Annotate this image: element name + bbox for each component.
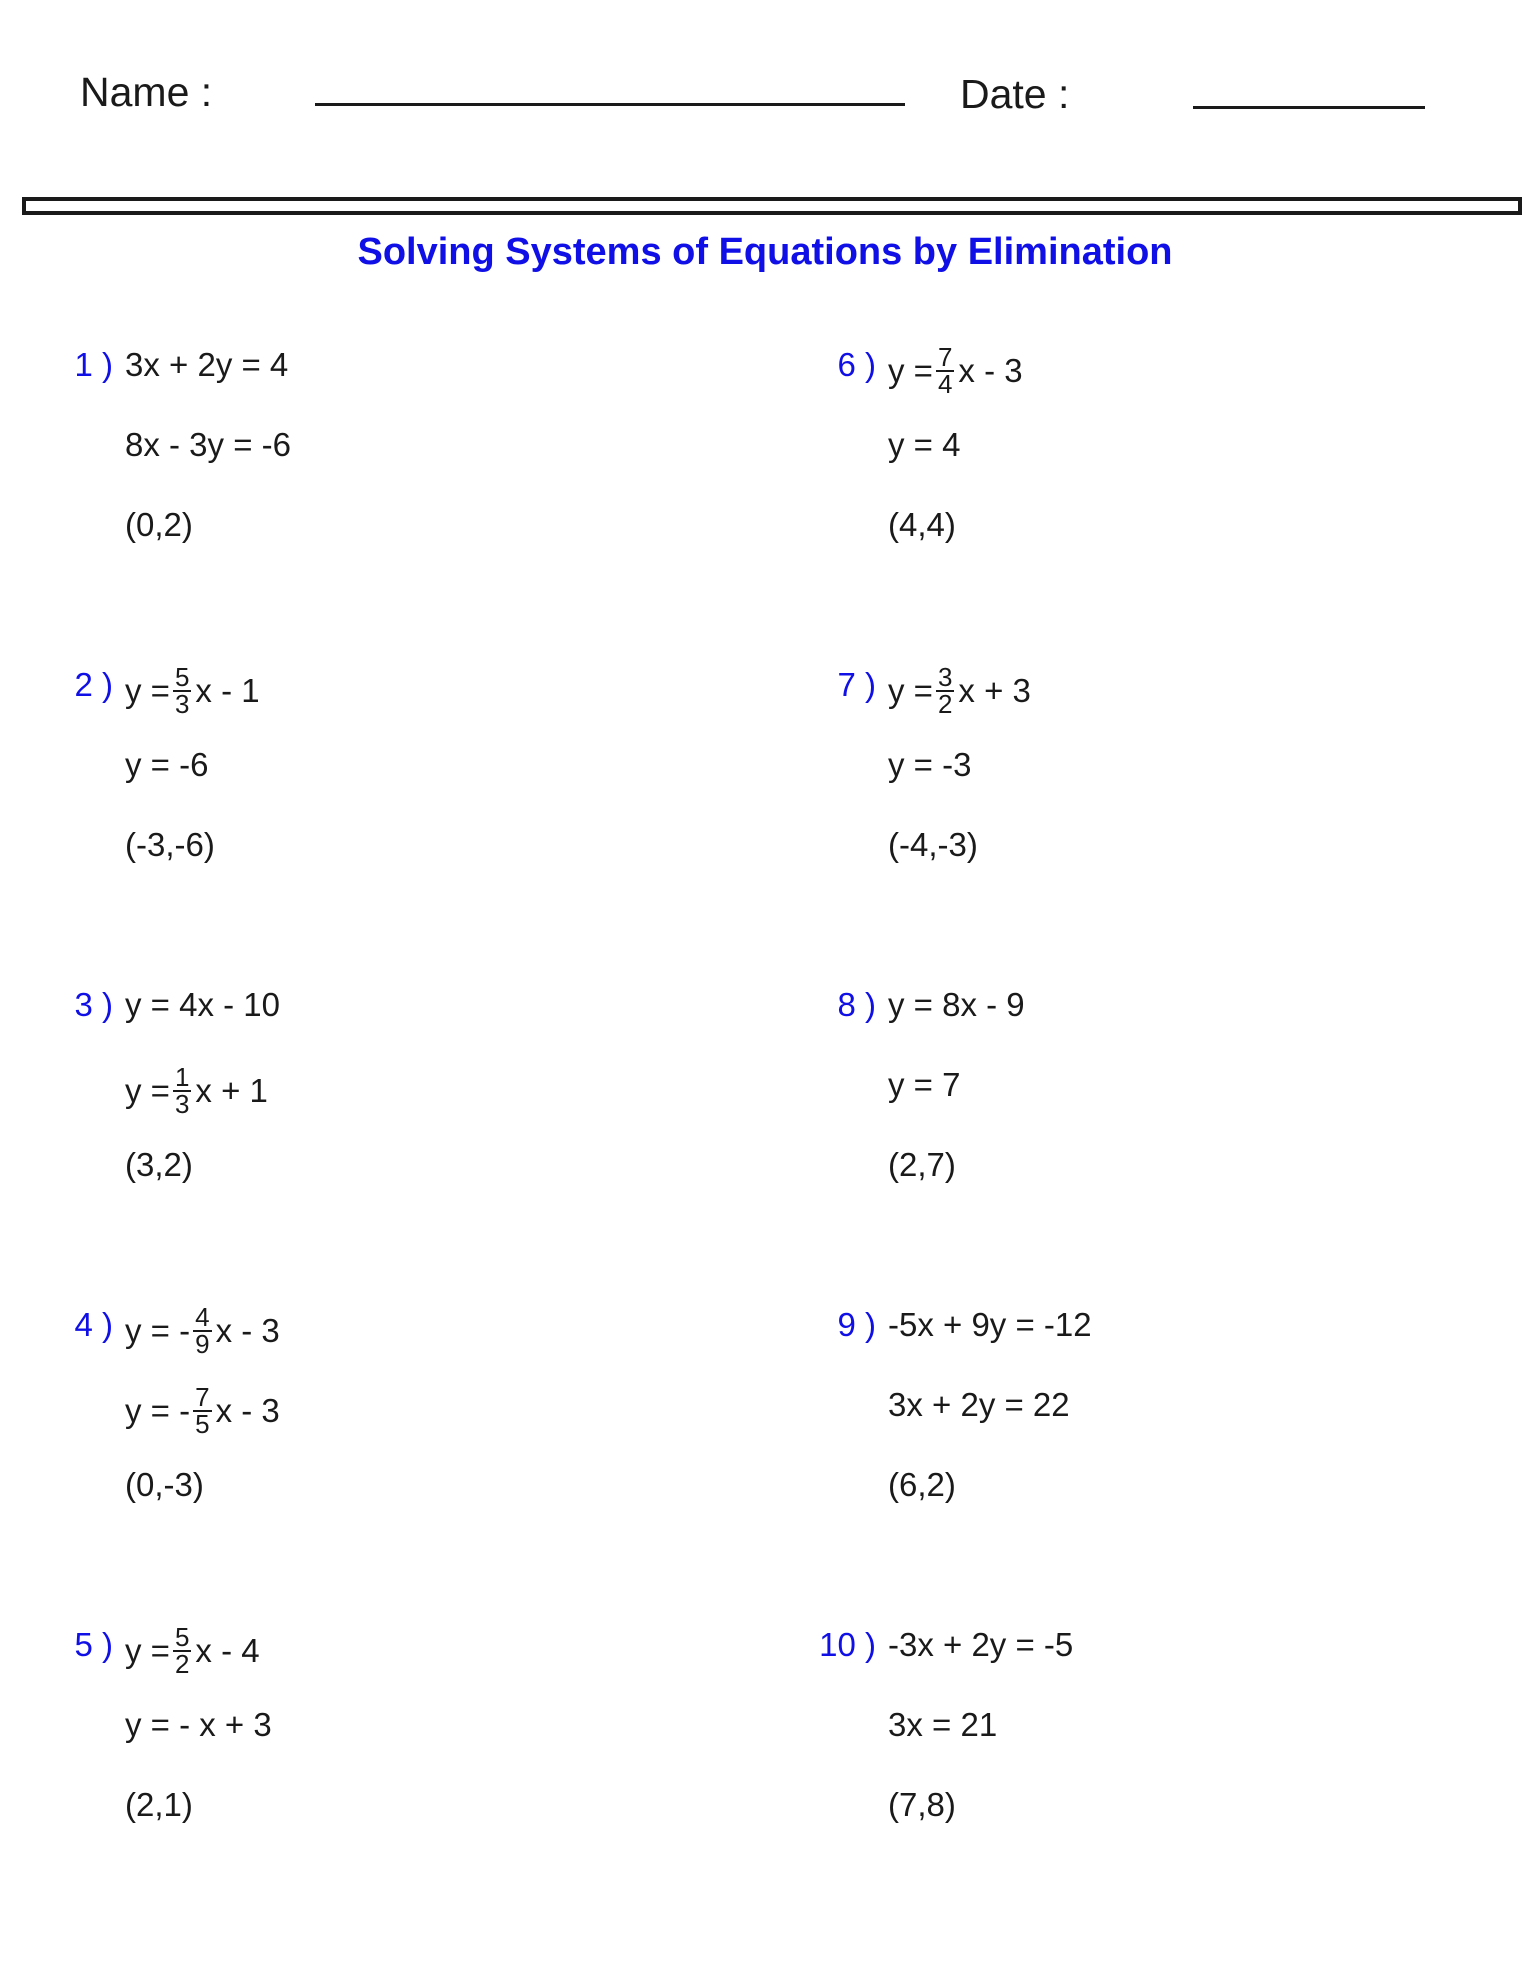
problem-equation-1 xyxy=(837,1305,1092,1345)
problem-equation-2 xyxy=(888,745,971,785)
problem-equation-1 xyxy=(74,1302,280,1359)
problem-10 xyxy=(819,1625,1528,1855)
problem-equation-2 xyxy=(125,1062,268,1119)
problem-6 xyxy=(837,342,1528,575)
header-divider xyxy=(22,197,1522,215)
eq-text: -5x + 9y = -12 xyxy=(888,1306,1092,1343)
problem-number: 5 ) xyxy=(74,1626,113,1663)
fraction xyxy=(193,1382,211,1439)
numerator: 5 xyxy=(174,662,190,692)
worksheet-title: Solving Systems of Equations by Elimination xyxy=(357,231,1173,273)
problem-equation-2 xyxy=(888,1705,997,1745)
problem-2 xyxy=(74,662,765,895)
problem-answer: (0,2) xyxy=(125,506,193,543)
denominator: 3 xyxy=(174,689,190,719)
problem-equation-2 xyxy=(888,1385,1070,1425)
eq-text: y = xyxy=(125,1072,170,1109)
name-label: Name : xyxy=(80,69,213,115)
eq-text: y = -6 xyxy=(125,746,209,783)
eq-text: y = xyxy=(888,352,933,389)
eq-text: x - 1 xyxy=(195,672,260,709)
problem-equation-1 xyxy=(837,342,1023,399)
problem-answer: (4,4) xyxy=(888,506,956,543)
eq-text: x + 3 xyxy=(958,672,1031,709)
problem-equation-1 xyxy=(74,1622,260,1679)
problem-equation-1 xyxy=(74,985,280,1025)
problem-answer: (6,2) xyxy=(888,1466,956,1503)
problem-8 xyxy=(837,985,1528,1215)
problem-number: 7 ) xyxy=(837,666,876,703)
denominator: 2 xyxy=(937,689,953,719)
eq-text: x - 3 xyxy=(958,352,1023,389)
numerator: 7 xyxy=(937,342,953,372)
problem-answer: (0,-3) xyxy=(125,1466,204,1503)
eq-text: x - 3 xyxy=(215,1392,280,1429)
problem-number: 9 ) xyxy=(837,1306,876,1343)
problem-number: 2 ) xyxy=(74,666,113,703)
date-blank-line[interactable] xyxy=(1193,106,1425,109)
problem-9 xyxy=(837,1305,1528,1535)
eq-text: y = xyxy=(888,672,933,709)
problem-equation-2 xyxy=(125,425,291,465)
problem-answer: (-3,-6) xyxy=(125,826,215,863)
problem-number: 3 ) xyxy=(74,986,113,1023)
problem-number: 10 ) xyxy=(819,1626,876,1663)
numerator: 1 xyxy=(174,1062,190,1092)
problem-equation-1 xyxy=(74,345,289,385)
denominator: 2 xyxy=(174,1649,190,1679)
eq-text: y = -3 xyxy=(888,746,972,783)
problem-equation-1 xyxy=(74,662,260,719)
eq-text: x + 1 xyxy=(195,1072,268,1109)
problem-equation-1 xyxy=(837,985,1025,1025)
fraction xyxy=(173,662,191,719)
fraction xyxy=(173,1062,191,1119)
denominator: 5 xyxy=(195,1409,210,1439)
problem-4 xyxy=(74,1302,765,1535)
fraction xyxy=(193,1302,211,1359)
problem-7 xyxy=(837,662,1528,895)
name-blank-line[interactable] xyxy=(315,103,905,106)
numerator: 3 xyxy=(937,662,953,692)
problem-answer: (3,2) xyxy=(125,1146,193,1183)
date-label: Date : xyxy=(960,71,1070,117)
problem-answer: (7,8) xyxy=(888,1786,956,1823)
eq-text: x - 3 xyxy=(215,1312,280,1349)
eq-text: -3x + 2y = -5 xyxy=(888,1626,1074,1663)
eq-text: 8x - 3y = -6 xyxy=(125,426,291,463)
eq-text: y = - x + 3 xyxy=(125,1706,272,1743)
problem-3 xyxy=(74,985,765,1215)
denominator: 3 xyxy=(174,1089,190,1119)
problem-answer: (-4,-3) xyxy=(888,826,978,863)
eq-text: y = - xyxy=(125,1392,191,1429)
eq-text: y = xyxy=(125,672,170,709)
problem-number: 1 ) xyxy=(74,346,113,383)
fraction xyxy=(936,342,954,399)
eq-text: 3x = 21 xyxy=(888,1706,998,1743)
problem-equation-1 xyxy=(837,662,1031,719)
eq-text: y = 8x - 9 xyxy=(888,986,1025,1023)
fraction xyxy=(173,1622,191,1679)
problem-answer: (2,1) xyxy=(125,1786,193,1823)
fraction xyxy=(936,662,954,719)
eq-text: y = 4x - 10 xyxy=(125,986,280,1023)
problem-1 xyxy=(74,345,765,575)
eq-text: y = - xyxy=(125,1312,191,1349)
problem-5 xyxy=(74,1622,765,1855)
numerator: 4 xyxy=(195,1302,210,1332)
problem-equation-2 xyxy=(125,1382,280,1439)
problem-equation-2 xyxy=(125,745,208,785)
eq-text: y = xyxy=(125,1632,170,1669)
denominator: 9 xyxy=(195,1329,210,1359)
problem-equation-1 xyxy=(819,1625,1074,1665)
problem-number: 6 ) xyxy=(837,346,876,383)
problem-number: 8 ) xyxy=(837,986,876,1023)
problem-equation-2 xyxy=(125,1705,272,1745)
eq-text: 3x + 2y = 22 xyxy=(888,1386,1070,1423)
denominator: 4 xyxy=(937,369,953,399)
eq-text: y = 4 xyxy=(888,426,961,463)
numerator: 5 xyxy=(174,1622,190,1652)
numerator: 7 xyxy=(195,1382,210,1412)
problem-equation-2 xyxy=(888,425,960,465)
problem-number: 4 ) xyxy=(74,1306,113,1343)
problem-equation-2 xyxy=(888,1065,960,1105)
eq-text: 3x + 2y = 4 xyxy=(125,346,289,383)
problem-answer: (2,7) xyxy=(888,1146,956,1183)
eq-text: y = 7 xyxy=(888,1066,961,1103)
eq-text: x - 4 xyxy=(195,1632,260,1669)
